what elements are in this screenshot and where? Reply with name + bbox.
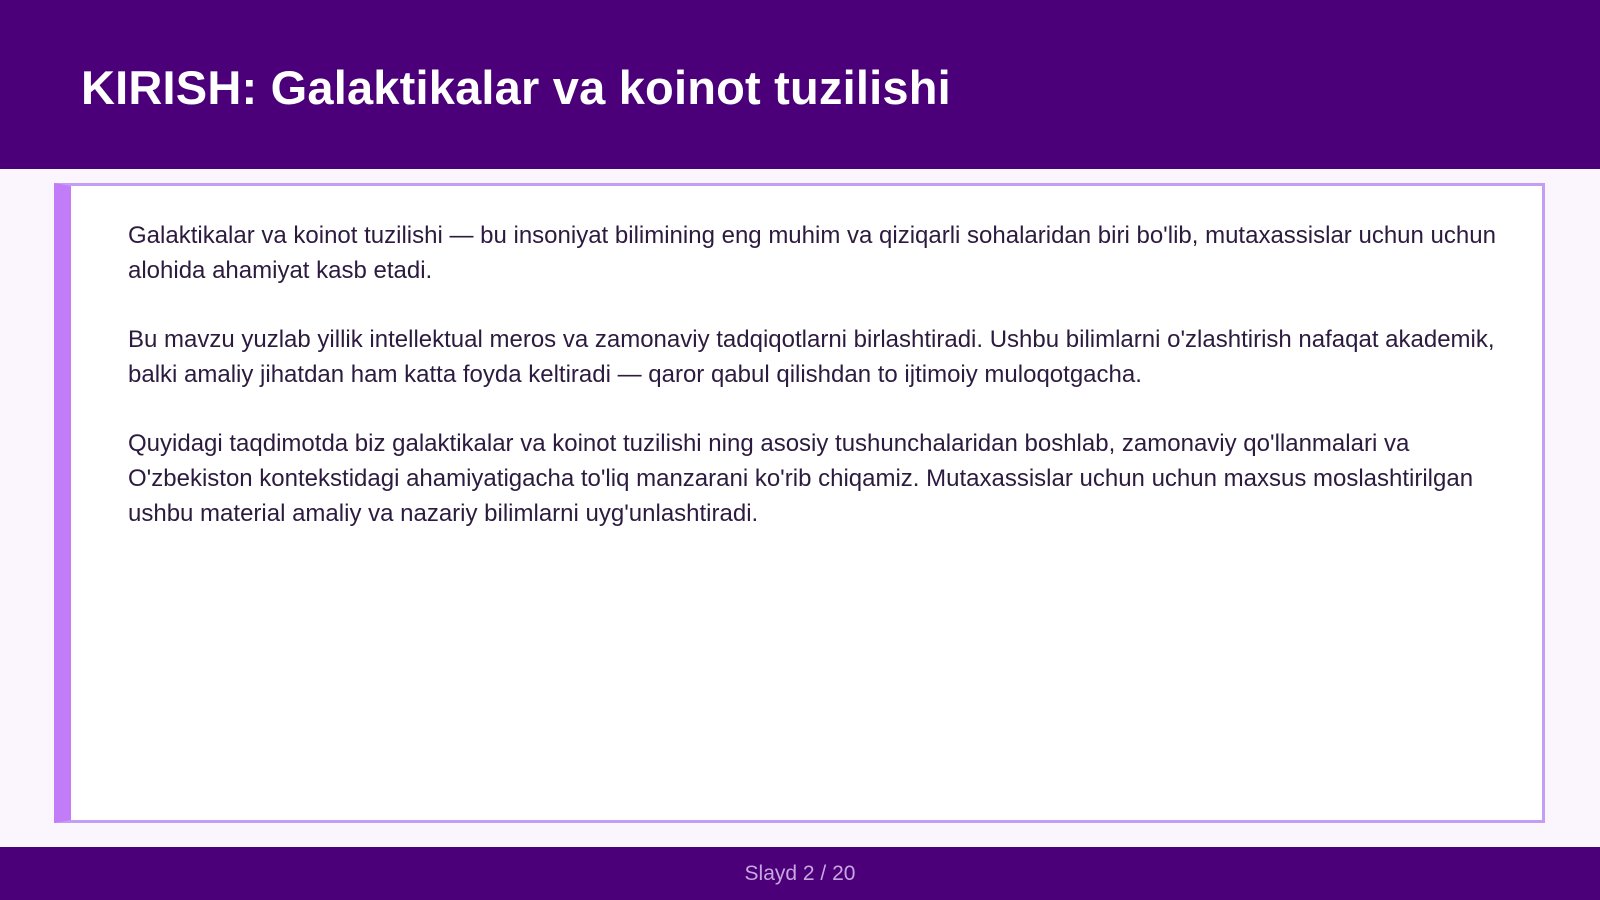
slide-header [0,0,1600,169]
slide-title: KIRISH: Galaktikalar va koinot tuzilishi [81,61,951,114]
heritage-paragraph: Bu mavzu yuzlab yillik intellektual meros va zamonaviy tadqiqotlarni birlashtiradi. Ushbu bilimlarni o'zlashtirish nafaqat akademik, balki amaliy jihatdan ham katta foyda keltiradi — qaror qabul qilishdan to ijtimoiy muloqotgacha. [128,326,1495,388]
overview-paragraph: Quyidagi taqdimotda biz galaktikalar va koinot tuzilishi ning asosiy tushunchalaridan boshlab, zamonaviy qo'llanmalari va O'zbekiston kontekstidagi ahamiyatigacha to'liq manzarani ko'rib chiqamiz. Mutaxassislar uchun uchun maxsus moslashtirilgan ushbu material amaliy va nazariy bilimlarni uyg'unlashtiradi. [128,430,1474,527]
intro-paragraph: Galaktikalar va koinot tuzilishi — bu insoniyat bilimining eng muhim va qiziqarli sohalaridan biri bo'lib, mutaxassislar uchun uchun alohida ahamiyat kasb etadi. [128,222,1496,284]
content-text [128,218,1528,565]
slide-footer [0,847,1600,900]
content-card [54,183,1545,823]
slide-counter: Slayd 2 / 20 [744,861,856,885]
